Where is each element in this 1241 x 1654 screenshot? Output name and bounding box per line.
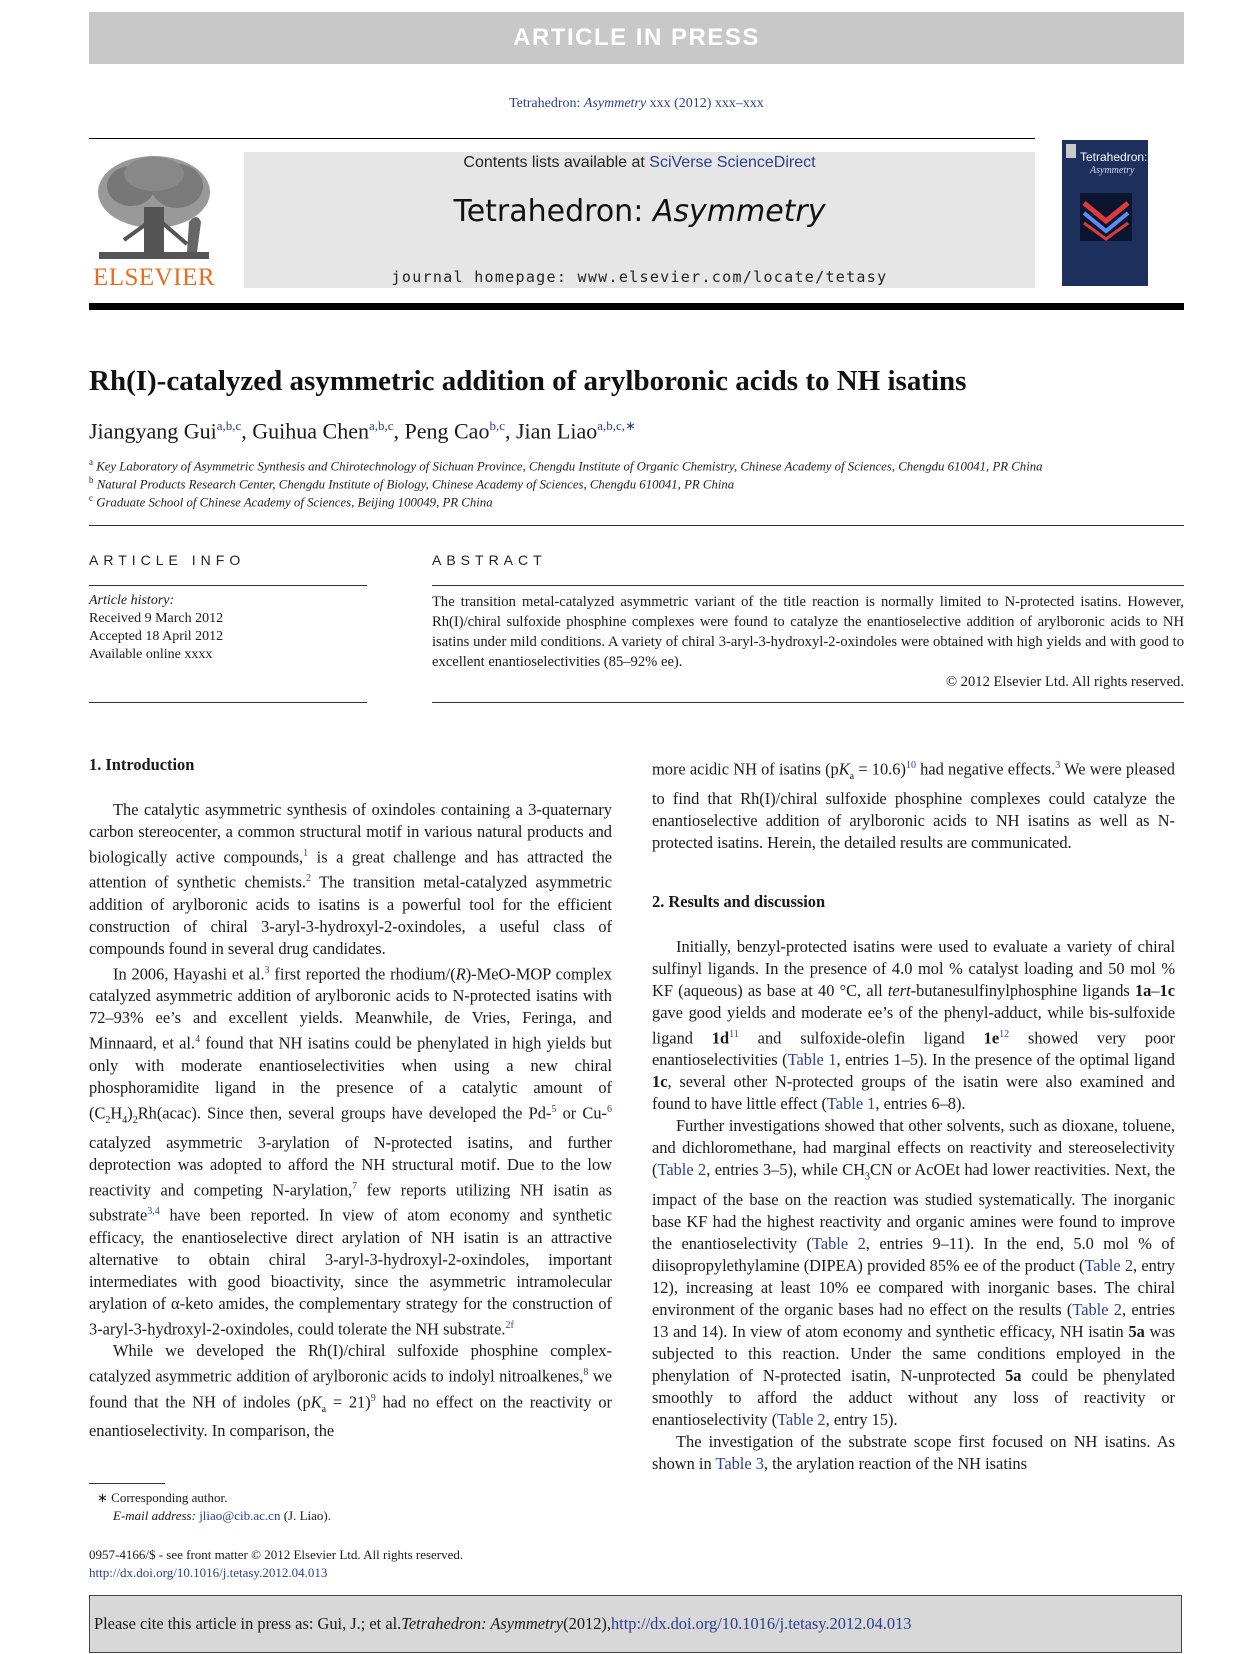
author-list <box>89 418 1184 444</box>
author-name: Peng Cao <box>404 418 490 444</box>
affiliation-text: Natural Products Research Center, Chengdu Institute of Biology, Chinese Academy of Sciences, Chengdu 610041, PR China <box>96 477 735 492</box>
available-online: Available online xxxx <box>89 647 213 662</box>
received-date: Received 9 March 2012 <box>89 611 224 626</box>
article-info-rule-bottom <box>89 702 367 703</box>
affiliation-text: Key Laboratory of Asymmetric Synthesis and Chirotechnology of Sichuan Province, Chengdu Institute of Organic Chemistry, Chinese Academy of Sciences, Chengdu 610041, PR China <box>96 459 1043 474</box>
abstract-text: The transition metal-catalyzed asymmetric variant of the title reaction is normally limited to N-protected isatins. However, Rh(I)/chiral sulfoxide phosphine complexes were found to catalyze the enantioselective addition of arylboronic acids to NH isatins under mild conditions. A variety of chiral 3-aryl-3-hydroxyl-2-oxindoles were obtained with high yields and with good to excellent enantioselectivities (85–92% ee). <box>432 594 1184 670</box>
intro-body <box>89 799 612 1442</box>
article-history <box>89 592 369 664</box>
journal-citation-line[interactable] <box>89 96 1184 112</box>
affiliation-mark: a <box>89 457 93 467</box>
author-name: Guihua Chen <box>252 418 369 444</box>
author-separator: , <box>393 418 405 444</box>
doi-link[interactable]: http://dx.doi.org/10.1016/j.tetasy.2012.04.013 <box>89 1565 328 1580</box>
affiliation-mark: b <box>89 475 94 485</box>
affiliation-a <box>89 457 1184 474</box>
affiliation-text: Graduate School of Chinese Academy of Sciences, Beijing 100049, PR China <box>96 495 493 510</box>
header-rule-top <box>89 138 1035 139</box>
corresponding-author-note: ∗ Corresponding author. <box>97 1490 228 1505</box>
issn-line: 0957-4166/$ - see front matter © 2012 Elsevier Ltd. All rights reserved. <box>89 1547 464 1562</box>
author-affiliation-marks[interactable]: a,b,c <box>216 418 242 433</box>
author-separator: , <box>241 418 253 444</box>
journal-line-prefix: Tetrahedron: <box>509 96 584 111</box>
results-paragraph-2: Further investigations showed that other solvents, such as dioxane, toluene, and dichloromethane, had marginal effects on reactivity and stereoselectivity (Table 2, entries 3–5), while $CH_3CN$ or AcOEt had lower reactivities. Next, the impact of the base on the reaction was studied systematically. The inorganic base KF had the highest reactivity and organic amines were found to improve the enantioselectivity (Table 2, entries 9–11). In the end, 5.0 mol % of diisopropylethylamine (DIPEA) provided 85% ee of the product (Table 2, entry 12), increasing at least 10% ee compared with inorganic bases. The chiral environment of the organic bases had no effect on the results (Table 2, entries 13 and 14). In view of atom economy and synthetic efficacy, NH isatin 5a was subjected to this reaction. Under the same conditions employed in the phenylation of N-protected isatin, N-unprotected 5a could be phenylated smoothly to afford the adduct without any loss of reactivity or enantioselectivity (Table 2, entry 15). <box>652 1116 1176 1429</box>
journal-name-italic: Asymmetry <box>652 194 826 229</box>
article-info-heading: ARTICLE INFO <box>89 552 246 568</box>
email-link[interactable]: jliao@cib.ac.cn <box>199 1508 281 1523</box>
contents-line <box>244 152 1035 174</box>
affiliation-b <box>89 475 1184 492</box>
journal-line-suffix: xxx (2012) xxx–xxx <box>646 96 764 111</box>
article-title: Rh(I)-catalyzed asymmetric addition of arylboronic acids to NH isatins <box>89 365 967 397</box>
publisher-wordmark: ELSEVIER <box>92 264 216 291</box>
intro-paragraph-2: In 2006, Hayashi et al.$^3$ first reported the rhodium/(R)-MeO-MOP complex catalyzed asymmetric addition of arylboronic acids to N-protected isatins with 72–93% ee’s and excellent yields. Meanwhile, de Vries, Feringa, and Minnaard, et al.$^4$ found that NH isatins could be phenylated in high yields but only with moderate enantioselectivities when using a new chiral phosphoramidite ligand in the presence of a catalytic amount of $(C_2H_4)_2Rh(acac)$. Since then, several groups have developed the Pd-$^5$ or Cu-$^6$ catalyzed asymmetric 3-arylation of N-protected isatins, and further deprotection was adopted to afford the NH structural motif. Due to the low reactivity and competing N-arylation,$^7$ few reports utilizing NH isatin as substrate$^{3,4}$ have been reported. In view of atom economy and synthetic efficacy, the enantioselective direct arylation of NH isatin is an attractive alternative to obtain chiral 3-aryl-3-hydroxyl-2-oxindoles, important intermediates with good bioactivity, since the asymmetric intramolecular arylation of α-keto amides, the complementary strategy for the construction of 3-aryl-3-hydroxyl-2-oxindoles, could tolerate the NH substrate.$^{2f}$ <box>89 964 613 1339</box>
author-separator: , <box>504 418 516 444</box>
article-in-press-label: ARTICLE IN PRESS <box>513 24 760 51</box>
cite-journal: Tetrahedron: Asymmetry <box>401 1614 564 1633</box>
contents-prefix: Contents lists available at <box>463 154 650 171</box>
elsevier-logo <box>89 152 219 292</box>
cite-box <box>89 1595 1182 1653</box>
email-label: E-mail address: <box>113 1508 200 1523</box>
front-matter-rule <box>89 525 1184 526</box>
history-label: Article history: <box>89 593 175 608</box>
affiliation-c <box>89 493 1184 510</box>
author-name: Jian Liao <box>515 418 598 444</box>
results-heading: 2. Results and discussion <box>652 892 826 911</box>
abstract-heading: ABSTRACT <box>432 552 547 568</box>
cover-graphic-icon <box>1080 193 1132 241</box>
accepted-date: Accepted 18 April 2012 <box>89 629 224 644</box>
cite-prefix: Please cite this article in press as: Gui, J.; et al. <box>94 1614 402 1633</box>
article-info-rule-top <box>89 585 367 586</box>
results-paragraph-3: The investigation of the substrate scope first focused on NH isatins. As shown in Table 3, the arylation reaction of the NH isatins <box>652 1431 1175 1473</box>
cover-subtitle: Asymmetry <box>1090 165 1135 176</box>
cite-year: (2012), <box>563 1614 611 1633</box>
abstract-rule-bottom <box>432 702 1184 703</box>
journal-line-italic: Asymmetry <box>583 96 647 111</box>
abstract-body <box>432 592 1184 692</box>
journal-homepage[interactable]: journal homepage: www.elsevier.com/locate/tetasy <box>391 268 888 286</box>
results-body <box>652 936 1175 1475</box>
affiliation-mark: c <box>89 493 93 503</box>
author-affiliation-marks[interactable]: b,c <box>489 418 505 433</box>
journal-title <box>244 194 1035 229</box>
author-name: Jiangyang Gui <box>89 418 217 444</box>
abstract-copyright: © 2012 Elsevier Ltd. All rights reserved. <box>945 674 1184 690</box>
sciencedirect-link[interactable]: SciVerse ScienceDirect <box>649 154 816 171</box>
abstract-rule-top <box>432 585 1184 586</box>
header-rule-bottom <box>89 303 1184 310</box>
email-suffix: (J. Liao). <box>280 1508 332 1523</box>
intro-paragraph-4: more acidic NH of isatins $(pK_a = 10.6)^{10}$ had negative effects.$^3$ We were pleased to find that Rh(I)/chiral sulfoxide phosphine complexes could catalyze the enantioselective addition of arylboronic acids to NH isatins as well as N-protected isatins. Herein, the detailed results are communicated. <box>652 759 1175 852</box>
author-affiliation-marks[interactable]: a,b,c,∗ <box>597 418 636 433</box>
cite-doi-link[interactable]: http://dx.doi.org/10.1016/j.tetasy.2012.04.013 <box>610 1614 912 1633</box>
author-affiliation-marks[interactable]: a,b,c <box>368 418 394 433</box>
footnote-rule <box>89 1483 165 1484</box>
intro-continuation <box>652 755 1175 854</box>
results-paragraph-1: Initially, benzyl-protected isatins were used to evaluate a variety of chiral sulfinyl ligands. In the presence of 4.0 mol % catalyst loading and 50 mol % KF (aqueous) as base at 40 °C, all tert-butanesulfinylphosphine ligands 1a–1c gave good yields and moderate ee’s of the phenyl-adduct, while bis-sulfoxide ligand $1d^{11}$ and sulfoxide-olefin ligand $1e^{12}$ showed very poor enantioselectivities (Table 1, entries 1–5). In the presence of the optimal ligand 1c, several other N-protected groups of the isatin were also examined and found to have little effect (Table 1, entries 6–8). <box>652 937 1176 1114</box>
intro-paragraph-1: The catalytic asymmetric synthesis of oxindoles containing a 3-quaternary carbon stereocenter, a common structural motif in various natural products and biologically active compounds,$^1$ is a great challenge and has attracted the attention of synthetic chemists.$^2$ The transition metal-catalyzed asymmetric addition of arylboronic acids to isatins is a powerful tool for the efficient construction of chiral 3-aryl-3-hydroxyl-2-oxindoles, a useful class of compounds found in several drug candidates. <box>89 800 612 958</box>
cover-title: Tetrahedron: <box>1080 150 1148 164</box>
article-in-press-banner <box>89 12 1184 64</box>
intro-paragraph-3: While we developed the Rh(I)/chiral sulfoxide phosphine complex-catalyzed asymmetric addition of arylboronic acids to indolyl nitroalkenes,$^8$ we found that the NH of indoles $(pK_a = 21)^9$ had no effect on the reactivity or enantioselectivity. In comparison, the <box>89 1341 612 1441</box>
journal-cover-thumbnail[interactable] <box>1060 138 1150 288</box>
intro-heading: 1. Introduction <box>89 755 195 774</box>
email-note <box>113 1507 331 1525</box>
journal-name: Tetrahedron: <box>453 194 653 229</box>
